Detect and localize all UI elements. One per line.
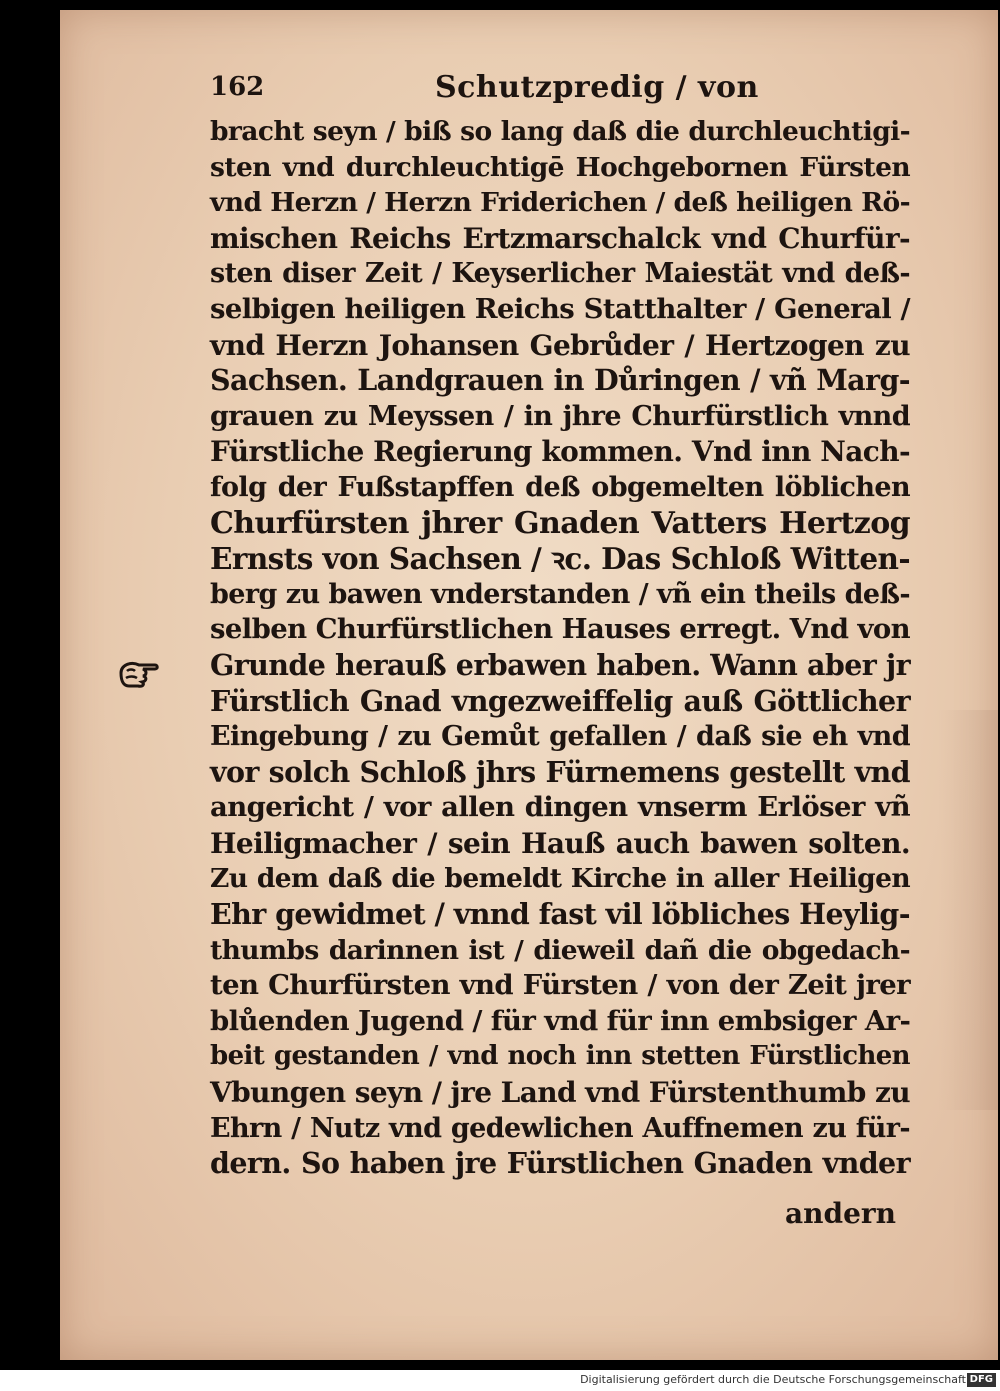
text-line: Ehrn / Nutz vnd gedewlichen Auffnemen zu für-	[210, 1112, 910, 1144]
dfg-logo: DFG	[967, 1373, 996, 1387]
text-line: Eingebung / zu Gemůt gefallen / daß sie eh vnd	[210, 721, 910, 753]
text-line: Heiligmacher / sein Hauß auch bawen solten.	[210, 826, 910, 860]
footer-credit: Digitalisierung gefördert durch die Deutsche Forschungsgemeinschaft	[580, 1373, 966, 1386]
text-line: folg der Fußstapffen deß obgemelten löblichen	[210, 471, 910, 503]
text-line: mischen Reichs Ertzmarschalck vnd Churfür-	[210, 221, 910, 255]
text-line: dern. So haben jre Fürstlichen Gnaden vnder	[210, 1146, 910, 1181]
text-line: vor solch Schloß jhrs Fürnemens gestellt vnd	[210, 754, 910, 789]
text-line: beit gestanden / vnd noch inn stetten Fürstlichen	[210, 1041, 910, 1072]
text-line: Vbungen seyn / jre Land vnd Fürstenthumb zu	[210, 1076, 910, 1110]
running-title: Schutzpredig / von	[435, 70, 759, 105]
catchword: andern	[785, 1197, 897, 1230]
text-line: Grunde herauß erbawen haben. Wann aber jr	[210, 647, 910, 682]
text-line: Churfürsten jhrer Gnaden Vatters Hertzog	[210, 505, 910, 541]
text-line: Fürstliche Regierung kommen. Vnd inn Nach-	[210, 435, 910, 469]
page-header	[210, 70, 900, 114]
text-line: grauen zu Meyssen / in jhre Churfürstlich vnnd	[210, 400, 910, 432]
body-text	[210, 114, 910, 1182]
text-line: Ernsts von Sachsen / ꝛc. Das Schloß Witten-	[210, 541, 910, 577]
text-line: bracht seyn / biß so lang daß die durchleuchtigi-	[210, 116, 910, 147]
text-line: sten vnd durchleuchtigē Hochgebornen Fürsten	[210, 151, 910, 183]
text-line: vnd Herzn / Herzn Friderichen / deß heiligen Rö-	[210, 187, 910, 219]
text-line: sten diser Zeit / Keyserlicher Maiestät vnd deß-	[210, 258, 910, 290]
text-line: Fürstlich Gnad vngezweiffelig auß Göttlicher	[210, 683, 910, 718]
text-line: berg zu bawen vnderstanden / vñ ein theils deß-	[210, 578, 910, 610]
text-line: vnd Herzn Johansen Gebrůder / Hertzogen zu	[210, 328, 910, 362]
text-line: blůenden Jugend / für vnd für inn embsiger Ar-	[210, 1004, 911, 1037]
text-line: Zu dem daß die bemeldt Kirche in aller Heiligen	[210, 863, 910, 895]
text-line: thumbs darinnen ist / dieweil dañ die obgedach-	[210, 934, 910, 966]
page-number: 162	[210, 72, 265, 102]
manicule-icon	[117, 657, 159, 689]
footer-bar	[0, 1370, 1000, 1391]
text-line: Sachsen. Landgrauen in Důringen / vñ Marg-	[210, 363, 910, 398]
text-line: Ehr gewidmet / vnnd fast vil löbliches Heylig-	[210, 897, 910, 932]
text-line: ten Churfürsten vnd Fürsten / von der Zeit jrer	[210, 969, 910, 1002]
text-line: selben Churfürstlichen Hauses erregt. Vnd von	[210, 613, 910, 646]
text-line: angericht / vor allen dingen vnserm Erlöser vñ	[210, 791, 910, 824]
text-line: selbigen heiligen Reichs Statthalter / General /	[210, 292, 910, 325]
